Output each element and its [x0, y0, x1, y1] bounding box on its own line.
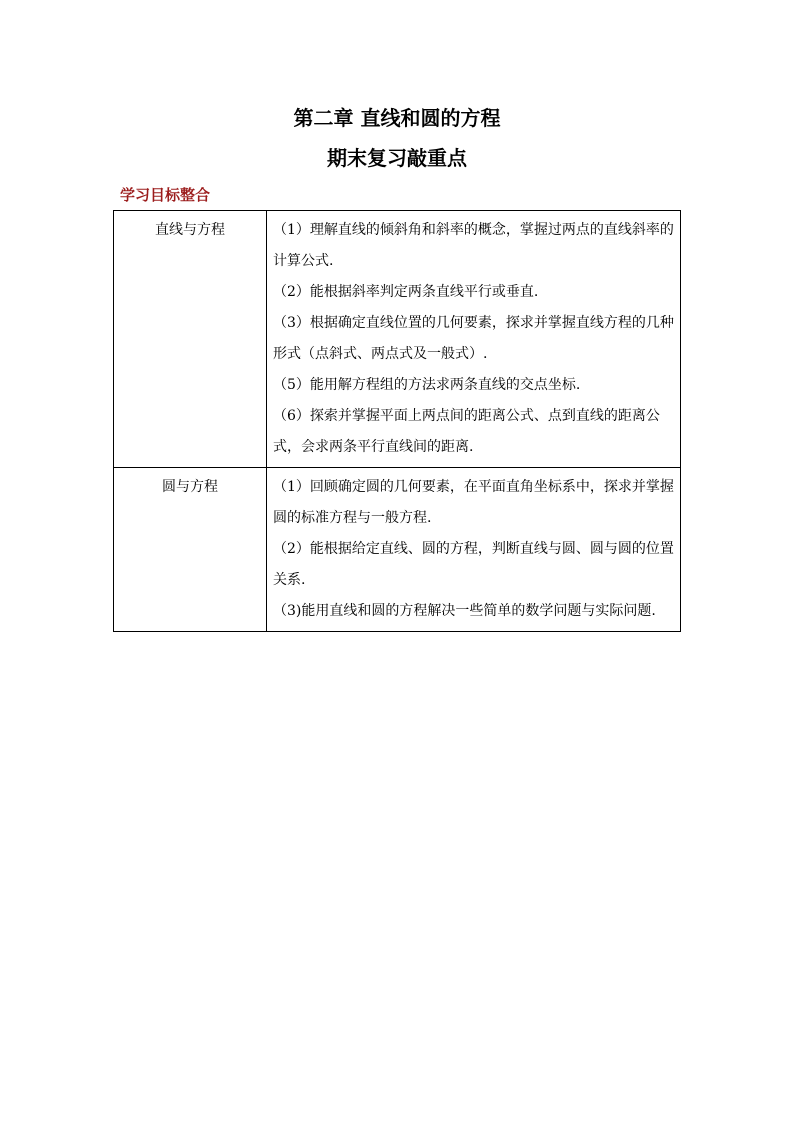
learning-goals-table [113, 210, 681, 632]
topic-label: 圆与方程 [162, 479, 218, 495]
goal-item: （5）能用解方程组的方法求两条直线的交点坐标. [273, 377, 581, 393]
page-title: 第二章 直线和圆的方程 [293, 106, 501, 130]
topic-cell [114, 468, 267, 632]
goal-item: （6）探索并掌握平面上两点间的距离公式、点到直线的距离公式，会求两条平行直线间的距离. [273, 408, 660, 455]
goal-item: （3)能用直线和圆的方程解决一些简单的数学问题与实际问题. [273, 603, 656, 619]
topic-cell [114, 211, 267, 468]
goal-item: （2）能根据斜率判定两条直线平行或垂直. [273, 284, 539, 300]
goal-item: （1）理解直线的倾斜角和斜率的概念，掌握过两点的直线斜率的计算公式. [273, 222, 674, 269]
goal-item: （2）能根据给定直线、圆的方程，判断直线与圆、圆与圆的位置关系. [273, 541, 674, 588]
content-cell [267, 468, 681, 632]
section-heading: 学习目标整合 [120, 186, 211, 204]
page-subtitle: 期末复习敲重点 [327, 146, 467, 170]
table-row [114, 211, 681, 468]
goal-item: （1）回顾确定圆的几何要素，在平面直角坐标系中，探求并掌握圆的标准方程与一般方程. [273, 479, 674, 526]
table-row [114, 468, 681, 632]
goal-item: （3）根据确定直线位置的几何要素，探求并掌握直线方程的几种形式（点斜式、两点式及一般式）. [273, 315, 674, 362]
topic-label: 直线与方程 [155, 222, 225, 238]
content-cell [267, 211, 681, 468]
